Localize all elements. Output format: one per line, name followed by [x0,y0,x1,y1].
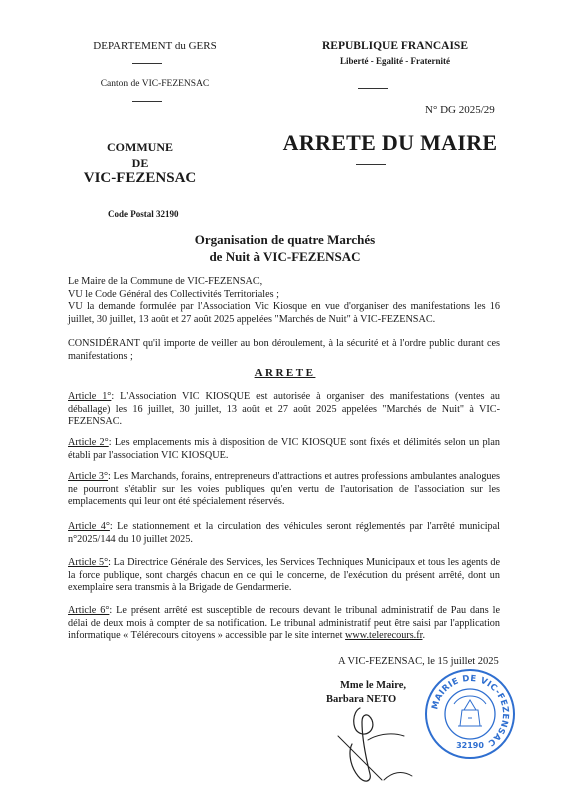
preamble-vu-request: VU la demande formulée par l'Association Vic Kiosque en vue d'organiser des manifestations les 16 juillet, 30 juillet, 13 août et 27 août 2025 appelées "Marchés de Nuit" à VIC-FEZENSAC. [68,301,500,325]
date-line: A VIC-FEZENSAC, le 15 juillet 2025 [338,656,499,667]
divider [132,63,162,64]
postal-code: Code Postal 32190 [108,209,179,219]
commune-line2: DE [131,156,149,170]
commune-name: VIC-FEZENSAC [83,170,197,186]
divider [132,101,162,102]
article-4 [68,521,500,546]
republic-name: REPUBLIQUE FRANCAISE [321,40,468,52]
article-2 [68,437,500,462]
stamp-postal: 32190 [456,741,484,750]
arrete-heading: ARRETE [254,367,316,379]
divider [358,88,388,89]
article-label: Article 2° [68,437,109,448]
article-text: : Les emplacements mis à disposition de VIC KIOSQUE sont fixés et délimités selon un plan établi par l'association VIC KIOSQUE. [68,437,501,461]
preamble-vu-code: VU le Code Général des Collectivités Territoriales ; [68,288,279,300]
article-label: Article 1° [68,391,112,402]
subject-line1: Organisation de quatre Marchés [194,232,376,247]
article-1 [68,391,500,429]
republic-motto: Liberté - Egalité - Fraternité [340,56,450,66]
preamble [68,276,500,326]
stamp-ring-text: MAIRIE DE VIC-FEZENSAC [430,673,511,748]
article-text: : L'Association VIC KIOSQUE est autorisée à organiser des manifestations (ventes au déballage) les 16 juillet, 30 juillet, 13 août et 27 août 2025 appelées "Marchés de Nuit" à VIC-FEZENSAC. [68,391,501,428]
canton-name: Canton de VIC-FEZENSAC [100,79,210,89]
telerecours-link[interactable]: www.telerecours.fr [345,630,423,642]
page-title: ARRETE DU MAIRE [282,130,498,155]
considerant-text: CONSIDÉRANT qu'il importe de veiller au bon déroulement, à la sécurité et à l'ordre public durant ces manifestations ; [68,338,500,362]
article-label: Article 4° [68,521,110,532]
signature-image [322,700,432,790]
article-text: : Le stationnement et la circulation des véhicules seront réglementés par l'arrêté municipal n°2025/144 du 10 juillet 2025. [68,521,501,545]
divider [356,164,386,165]
subject-line2: de Nuit à VIC-FEZENSAC [209,249,361,264]
commune-line1: COMMUNE [107,140,173,154]
article-text: : La Directrice Générale des Services, les Services Techniques Municipaux et tous les agents de la force publique, sont chargés chacun en ce qui le concerne, de l'exécution du présent arrêté, dont un exemplaire sera transmis à la Brigade de Gendarmerie. [68,557,501,594]
article-text: : Les Marchands, forains, entrepreneurs d'attractions et autres professions ambulantes analogues ne pourront s'établir sur les voies publiques qu'en vertu de l'autorisation de l'association sur les emplacements qui leur ont été spécialement réservés. [68,471,500,508]
signatory-role: Mme le Maire, [340,680,406,691]
article-6 [68,605,500,643]
official-stamp-image [424,668,516,760]
article-5 [68,557,500,595]
article-label: Article 3° [68,471,109,482]
department-name: DEPARTEMENT du GERS [93,40,217,52]
article-3 [68,471,500,509]
preamble-mayor: Le Maire de la Commune de VIC-FEZENSAC, [68,276,263,287]
article-label: Article 6° [68,605,110,616]
svg-text:MAIRIE DE VIC-FEZENSAC [430,674,510,748]
reference-number: N° DG 2025/29 [425,104,495,116]
article-text: : Le présent arrêté est susceptible de recours devant le tribunal administratif de Pau dans le délai de deux mois à compter de sa notification. Le tribunal administratif peut être saisi par l'application informatique « Télérecours citoyens » accessible par le site internet [68,605,500,642]
article-label: Article 5° [68,557,109,568]
considerant [68,338,500,363]
article-tail: . [422,630,426,642]
signatory-name: Barbara NETO [326,694,397,705]
